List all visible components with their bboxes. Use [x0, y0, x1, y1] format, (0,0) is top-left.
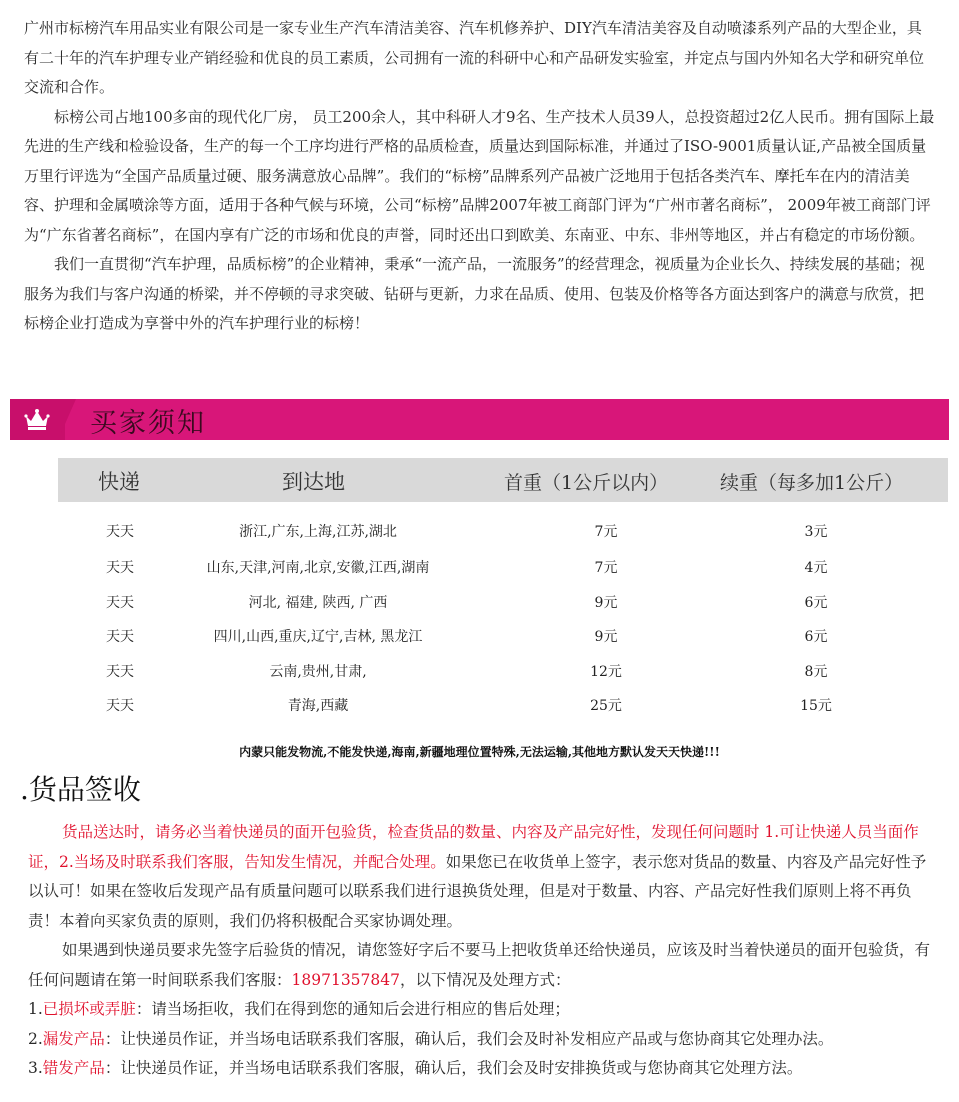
case-number: 1.	[28, 1000, 43, 1018]
case-text: ：请当场拒收，我们在得到您的通知后会进行相应的售后处理；	[135, 1000, 570, 1018]
header-destination: 到达地	[282, 470, 345, 494]
case-text: ：让快递员作证，并当场电话联系我们客服，确认后，我们会及时补发相应产品或与您协商其它处理办法。	[104, 1029, 834, 1048]
header-extra-weight: 续重（每多加1公斤）	[720, 472, 904, 494]
shipping-table-header	[58, 458, 948, 502]
cell-first: 7元	[594, 524, 618, 540]
cell-first: 9元	[594, 629, 618, 645]
cell-extra: 3元	[804, 524, 828, 540]
buyer-notice-banner	[10, 399, 949, 440]
cell-destination: 四川,山西,重庆,辽宁,吉林, 黑龙江	[213, 629, 423, 645]
cell-extra: 15元	[800, 698, 832, 714]
receipt-warning: 货品送达时，请务必当着快递员的面开包验货，检查货品的数量、内容及产品完好性，发现任何问题时 1.可让快递人员当面作证，2.当场及时联系我们客服，告知发生情况，并配合处理。	[28, 823, 919, 871]
cell-first: 25元	[590, 698, 622, 714]
case-item-2	[28, 1025, 940, 1055]
cell-first: 12元	[590, 664, 622, 680]
cell-extra: 6元	[804, 595, 828, 611]
cell-courier: 天天	[106, 560, 134, 576]
intro-paragraph-1: 广州市标榜汽车用品实业有限公司是一家专业生产汽车清洁美容、汽车机修养护、DIY汽车清洁美容及自动喷漆系列产品的大型企业，具有二十年的汽车护理专业产销经验和优良的员工素质，公司拥有一流的科研中心和产品研发实验室，并定点与国内外知名大学和研究单位交流和合作。	[24, 19, 925, 96]
case-key: 已损坏或弄脏	[42, 1000, 136, 1018]
cell-extra: 8元	[804, 664, 828, 680]
case-key: 漏发产品	[42, 1029, 105, 1048]
cell-first: 7元	[594, 560, 618, 576]
receipt-paragraph-2	[28, 936, 940, 995]
cell-courier: 天天	[106, 698, 134, 714]
receipt-paragraph-2-text: 如果遇到快递员要求先签字后验货的情况，请您签好字后不要马上把收货单还给快递员，应该及时当着快递员的面开包验货，有任何问题请在第一时间联系我们客服：	[28, 941, 931, 989]
cell-courier: 天天	[106, 595, 134, 611]
cell-destination: 云南,贵州,甘肃,	[269, 664, 367, 680]
header-first-weight: 首重（1公斤以内）	[504, 472, 669, 494]
receipt-section	[28, 818, 940, 1084]
case-key: 错发产品	[42, 1059, 105, 1077]
case-item-3	[28, 1054, 940, 1084]
crown-icon	[24, 408, 50, 431]
section-title-receipt: .货品签收	[20, 773, 141, 806]
cell-courier: 天天	[106, 664, 134, 680]
receipt-paragraph-1	[28, 818, 940, 936]
cell-courier: 天天	[106, 629, 134, 645]
cell-destination: 浙江,广东,上海,江苏,湖北	[239, 524, 397, 540]
cell-destination: 青海,西藏	[287, 698, 349, 714]
shipping-note: 内蒙只能发物流,不能发快递,海南,新疆地理位置特殊,无法运输,其他地方默认发天天快递!!!	[239, 745, 720, 759]
cell-extra: 6元	[804, 629, 828, 645]
case-item-1	[28, 995, 940, 1025]
company-intro	[24, 14, 936, 339]
intro-paragraph-3: 我们一直贯彻“汽车护理，品质标榜”的企业精神，秉承“一流产品，一流服务”的经营理念，视质量为企业长久、持续发展的基础；视服务为我们与客户沟通的桥梁，并不停顿的寻求突破、钻研与更新，力求在品质、使用、包装及价格等各方面达到客户的满意与欣赏，把标榜企业打造成为享誉中外的汽车护理行业的标榜！	[24, 255, 925, 332]
cell-courier: 天天	[106, 524, 134, 540]
cell-destination: 河北, 福建, 陕西, 广西	[248, 595, 388, 611]
receipt-paragraph-1-rest: 如果您已在收货单上签字，表示您对货品的数量、内容及产品完好性予以认可！如果在签收后发现产品有质量问题可以联系我们进行退换货处理，但是对于数量、内容、产品完好性我们原则上将不再负责！本着向买家负责的原则，我们仍将积极配合买家协调处理。	[28, 852, 927, 930]
case-number: 3.	[28, 1059, 43, 1077]
cell-first: 9元	[594, 595, 618, 611]
service-phone: 18971357847	[291, 970, 400, 989]
header-courier: 快递	[98, 470, 140, 494]
case-text: ：让快递员作证，并当场电话联系我们客服，确认后，我们会及时安排换货或与您协商其它处理方法。	[104, 1059, 803, 1077]
banner-slant	[58, 399, 76, 440]
intro-paragraph-2: 标榜公司占地100多亩的现代化厂房， 员工200余人，其中科研人才9名、生产技术人员39人，总投资超过2亿人民币。拥有国际上最先进的生产线和检验设备，生产的每一个工序均进行严格的品质检查，质量达到国际标准，并通过了ISO-9001质量认证,产品被全国质量万里行评选为“全国产品质量过硬、服务满意放心品牌”。我们的“标榜”品牌系列产品被广泛地用于包括各类汽车、摩托车在内的清洁美容、护理和金属喷涂等方面，适用于各种气候与环境，公司“标榜”品牌2007年被工商部门评为“广州市著名商标”， 2009年被工商部门评为“广东省著名商标”，在国内享有广泛的市场和优良的声誉，同时还出口到欧美、东南亚、中东、非州等地区，并占有稳定的市场份额。	[24, 107, 935, 244]
receipt-paragraph-2-tail: ，以下情况及处理方式：	[400, 970, 571, 989]
case-number: 2.	[28, 1029, 43, 1048]
banner-title: 买家须知	[90, 408, 206, 439]
cell-destination: 山东,天津,河南,北京,安徽,江西,湖南	[206, 560, 430, 576]
cell-extra: 4元	[804, 560, 828, 576]
